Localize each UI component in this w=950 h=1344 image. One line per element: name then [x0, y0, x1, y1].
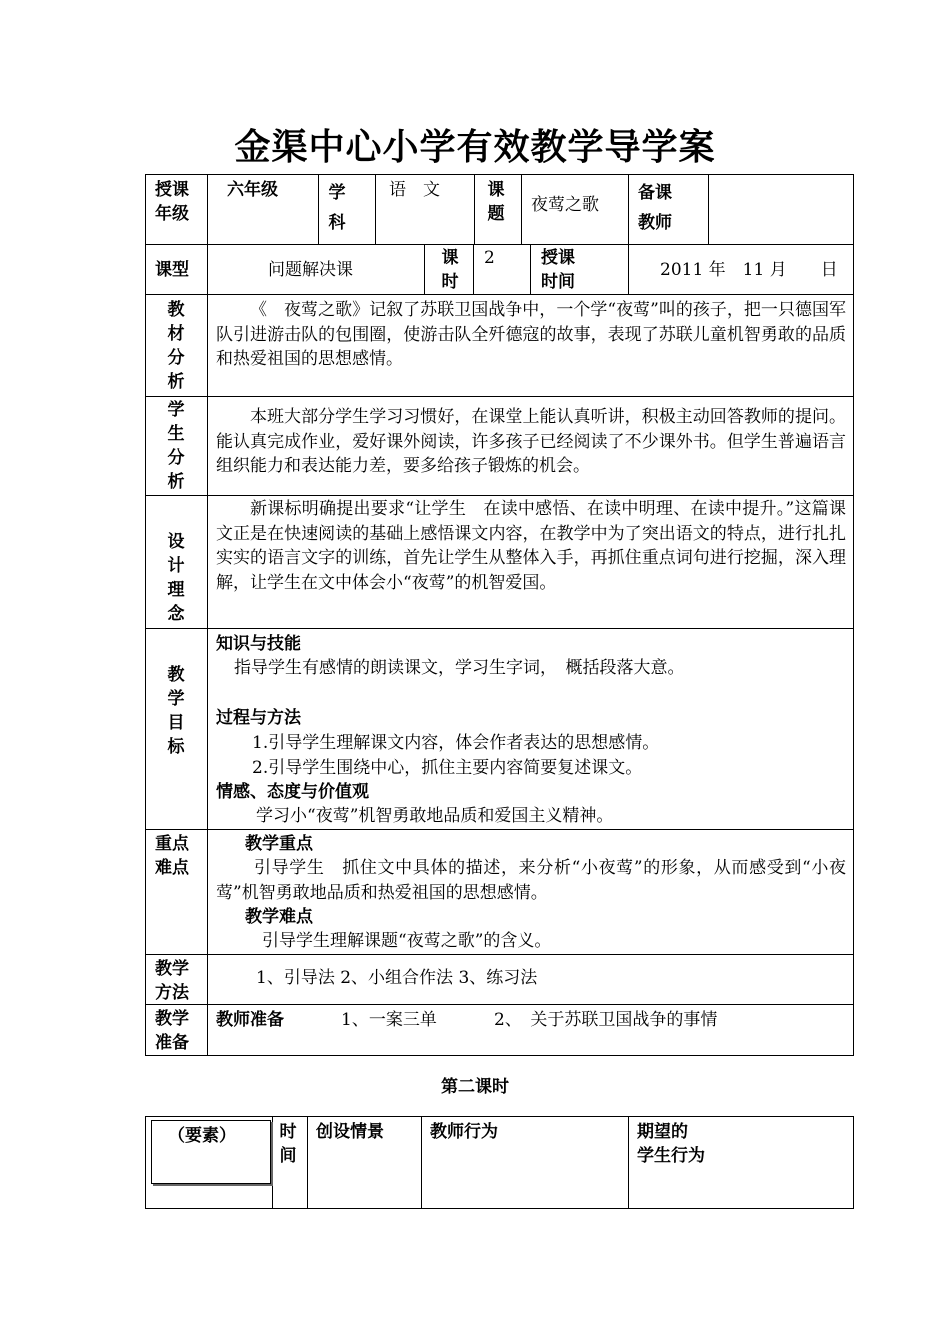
teach-time-value: 2011 年 11 月 日	[660, 260, 838, 280]
prep-item-1: 1、一案三单	[341, 1010, 437, 1030]
design-concept-label: 设计理念	[167, 532, 185, 624]
topic-value: 夜莺之歌	[531, 195, 599, 215]
teaching-methods-label: 教学方法	[155, 959, 189, 1003]
student-analysis-text: 本班大部分学生学习习惯好，在课堂上能认真听讲，积极主动回答教师的提问。能认真完成作业，爱好课外阅读，许多孩子已经阅读了不少课外书。但学生普遍语言组织能力和表达能力差，要多给孩子锻炼的机会。	[216, 407, 846, 476]
key-points-label: 重点难点	[155, 834, 189, 878]
goal-process-item-2: 2.引导学生围绕中心，抓住主要内容简要复述课文。	[252, 758, 643, 778]
design-concept-text: 新课标明确提出要求“让学生 在读中感悟、在读中明理、在读中提升。”这篇课文正是在快速阅读的基础上感悟课文内容，在教学中为了突出语文的特点，进行扎扎实实的语言文字的训练，首先让学生从整体入手，再抓住重点词句进行挖掘，深入理解，让学生在文中体会小“夜莺”的机智爱国。	[216, 499, 846, 593]
grade-label: 授课年级	[155, 180, 189, 224]
goal-process-item-1: 1.引导学生理解课文内容，体会作者表达的思想感情。	[252, 733, 660, 753]
lesson-type-value: 问题解决课	[268, 260, 353, 280]
scene-column-header: 创设情景	[316, 1122, 384, 1142]
student-behavior-header-line-1: 期望的	[637, 1122, 688, 1142]
teacher-prep-label: 教师准备	[216, 1010, 284, 1030]
subject-value: 语 文	[389, 180, 440, 200]
lesson-type-label: 课型	[155, 260, 189, 280]
grade-value: 六年级	[227, 180, 278, 200]
topic-label: 课题	[487, 180, 505, 224]
prep-item-2: 2、 关于苏联卫国战争的事情	[494, 1010, 718, 1030]
class-hours-label: 课时	[441, 248, 459, 292]
teacher-label: 备课教师	[638, 183, 672, 233]
student-behavior-header-line-2: 学生行为	[637, 1146, 705, 1166]
textbook-analysis-text: 《 夜莺之歌》记叙了苏联卫国战争中，一个学“夜莺”叫的孩子，把一只德国军队引进游击队的包围圈，使游击队全歼德寇的故事，表现了苏联儿童机智勇敢的品质和热爱祖国的思想感情。	[216, 300, 846, 369]
key-point-heading: 教学重点	[245, 834, 313, 854]
elements-label: （要素）	[168, 1126, 236, 1146]
difficulty-heading: 教学难点	[245, 907, 313, 927]
teacher-behavior-column-header: 教师行为	[430, 1122, 498, 1142]
goal-heading-emotion: 情感、态度与价值观	[216, 782, 369, 802]
goal-knowledge-text: 指导学生有感情的朗读课文，学习生字词， 概括段落大意。	[234, 658, 685, 678]
teach-time-label: 授课时间	[541, 248, 575, 292]
subject-label: 学科	[328, 183, 346, 233]
page-title: 金渠中心小学有效教学导学案	[234, 127, 716, 168]
teaching-goals-label: 教学目标	[167, 665, 185, 757]
student-analysis-label: 学生分析	[167, 400, 185, 492]
goal-heading-process: 过程与方法	[216, 708, 301, 728]
key-point-text: 引导学生 抓住文中具体的描述，来分析“小夜莺”的形象，从而感受到“小夜莺”机智勇敢地品质和热爱祖国的思想感情。	[216, 858, 846, 903]
goal-emotion-text: 学习小“夜莺”机智勇敢地品质和爱国主义精神。	[256, 806, 614, 826]
goal-heading-knowledge: 知识与技能	[216, 634, 301, 654]
teaching-prep-label: 教学准备	[155, 1009, 189, 1053]
difficulty-text: 引导学生理解课题“夜莺之歌”的含义。	[262, 931, 552, 951]
second-lesson-heading: 第二课时	[441, 1077, 509, 1097]
textbook-analysis-label: 教材分析	[167, 300, 185, 392]
teaching-methods-text: 1、引导法 2、小组合作法 3、练习法	[256, 968, 538, 988]
time-column-header: 时间	[279, 1122, 297, 1166]
class-hours-value: 2	[484, 248, 495, 268]
